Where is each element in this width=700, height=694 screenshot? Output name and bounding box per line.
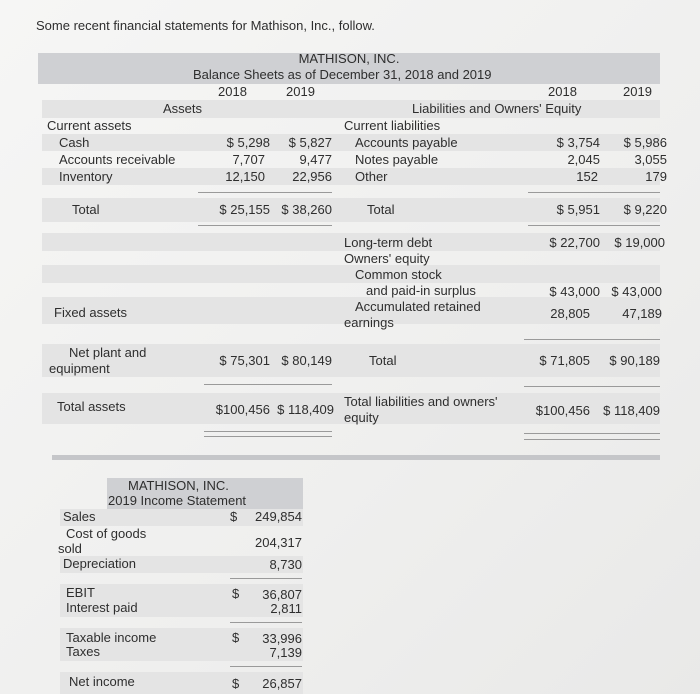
rule xyxy=(524,386,660,387)
taxes-value: 7,139 xyxy=(269,645,302,660)
sales-label: Sales xyxy=(63,509,96,524)
np-2018: 2,045 xyxy=(567,152,600,167)
npe-2019: $ 80,149 xyxy=(281,353,332,368)
rule xyxy=(198,192,332,193)
ap-label: Accounts payable xyxy=(355,135,458,150)
total-assets-2018: $100,456 xyxy=(215,402,270,417)
dollar-sign: $ xyxy=(232,630,240,645)
inventory-label: Inventory xyxy=(59,169,113,184)
depreciation-value: 8,730 xyxy=(269,557,302,572)
ap-2018: $ 3,754 xyxy=(556,135,600,150)
cl-total-2019: $ 9,220 xyxy=(623,202,667,217)
total-assets-2019: $ 118,409 xyxy=(277,402,334,417)
ltd-2018: $ 22,700 xyxy=(549,235,600,250)
cogs-label-2: sold xyxy=(58,541,82,556)
bs-year-2019-right: 2019 xyxy=(623,84,652,99)
bs-year-2018-right: 2018 xyxy=(548,84,577,99)
fixed-assets-label: Fixed assets xyxy=(54,305,127,320)
retained-label: Accumulated retained xyxy=(355,299,481,314)
oe-label: Owners' equity xyxy=(344,251,430,266)
bs-title: Balance Sheets as of December 31, 2018 and 2019 xyxy=(193,67,492,82)
rule xyxy=(230,666,302,667)
inventory-2019: 22,956 xyxy=(292,169,332,184)
dollar-sign: $ xyxy=(232,586,240,601)
section-divider xyxy=(52,455,660,460)
ar-2018: 7,707 xyxy=(232,152,265,167)
total-le-2019: $ 118,409 xyxy=(603,403,660,418)
dollar-sign: $ xyxy=(230,509,238,524)
rule xyxy=(204,384,332,385)
interest-value: 2,811 xyxy=(270,601,302,616)
current-liab-label: Current liabilities xyxy=(344,118,441,133)
is-title: 2019 Income Statement xyxy=(108,493,247,508)
cogs-label: Cost of goods xyxy=(66,526,147,541)
cl-total-2018: $ 5,951 xyxy=(556,202,600,217)
ltd-2019: $ 19,000 xyxy=(614,235,665,250)
cash-label: Cash xyxy=(59,135,90,150)
is-company: MATHISON, INC. xyxy=(128,478,229,493)
net-income-value: 26,857 xyxy=(262,676,302,691)
ar-2019: 9,477 xyxy=(299,152,332,167)
liab-heading: Liabilities and Owners' Equity xyxy=(412,101,582,116)
net-income-label: Net income xyxy=(69,674,135,689)
ltd-label: Long-term debt xyxy=(344,235,433,250)
total-le-label-2: equity xyxy=(344,410,379,425)
rule xyxy=(524,433,660,434)
rule xyxy=(528,225,660,226)
ap-2019: $ 5,986 xyxy=(623,135,667,150)
rule xyxy=(524,439,660,440)
npe-label: Net plant and xyxy=(69,345,147,360)
inventory-2018: 12,150 xyxy=(225,169,265,184)
ca-total-label: Total xyxy=(72,202,100,217)
current-assets-label: Current assets xyxy=(47,118,132,133)
cogs-value: 204,317 xyxy=(255,535,302,550)
dollar-sign: $ xyxy=(232,676,240,691)
rule xyxy=(204,436,332,437)
bs-year-2019-left: 2019 xyxy=(286,84,315,99)
rule xyxy=(230,622,302,623)
interest-label: Interest paid xyxy=(66,600,138,615)
depreciation-label: Depreciation xyxy=(63,556,136,571)
common-2018: $ 43,000 xyxy=(549,284,600,299)
npe-2018: $ 75,301 xyxy=(219,353,270,368)
rule xyxy=(230,578,302,579)
rule xyxy=(524,339,660,340)
intro-text: Some recent financial statements for Mathison, Inc., follow. xyxy=(36,18,375,33)
other-2018: 152 xyxy=(576,169,598,184)
oe-total-2018: $ 71,805 xyxy=(539,353,590,368)
cash-2018: $ 5,298 xyxy=(226,135,270,150)
common-2019: $ 43,000 xyxy=(611,284,662,299)
common-stock-label-2: and paid-in surplus xyxy=(366,283,476,298)
taxable-value: 33,996 xyxy=(262,631,302,646)
rule xyxy=(198,225,332,226)
retained-2019: 47,189 xyxy=(622,306,662,321)
total-le-2018: $100,456 xyxy=(535,403,590,418)
rule xyxy=(204,431,332,432)
npe-label-2: equipment xyxy=(49,361,110,376)
rule xyxy=(528,192,660,193)
taxes-label: Taxes xyxy=(66,644,100,659)
ebit-value: 36,807 xyxy=(262,587,302,602)
sales-value: 249,854 xyxy=(255,509,302,524)
bs-year-2018-left: 2018 xyxy=(218,84,247,99)
oe-total-label: Total xyxy=(369,353,397,368)
assets-heading: Assets xyxy=(163,101,203,116)
np-2019: 3,055 xyxy=(634,152,667,167)
bs-company: MATHISON, INC. xyxy=(298,51,400,66)
ebit-label: EBIT xyxy=(66,585,95,600)
np-label: Notes payable xyxy=(355,152,439,167)
oe-total-2019: $ 90,189 xyxy=(609,353,660,368)
retained-label-2: earnings xyxy=(344,315,394,330)
cash-2019: $ 5,827 xyxy=(288,135,332,150)
ar-label: Accounts receivable xyxy=(59,152,176,167)
total-le-label: Total liabilities and owners' xyxy=(344,394,498,409)
retained-2018: 28,805 xyxy=(550,306,590,321)
taxable-label: Taxable income xyxy=(66,630,157,645)
row-band xyxy=(42,265,660,283)
ca-total-2018: $ 25,155 xyxy=(219,202,270,217)
other-2019: 179 xyxy=(645,169,667,184)
cl-total-label: Total xyxy=(367,202,395,217)
total-assets-label: Total assets xyxy=(57,399,126,414)
common-stock-label: Common stock xyxy=(355,267,442,282)
other-label: Other xyxy=(355,169,388,184)
ca-total-2019: $ 38,260 xyxy=(281,202,332,217)
